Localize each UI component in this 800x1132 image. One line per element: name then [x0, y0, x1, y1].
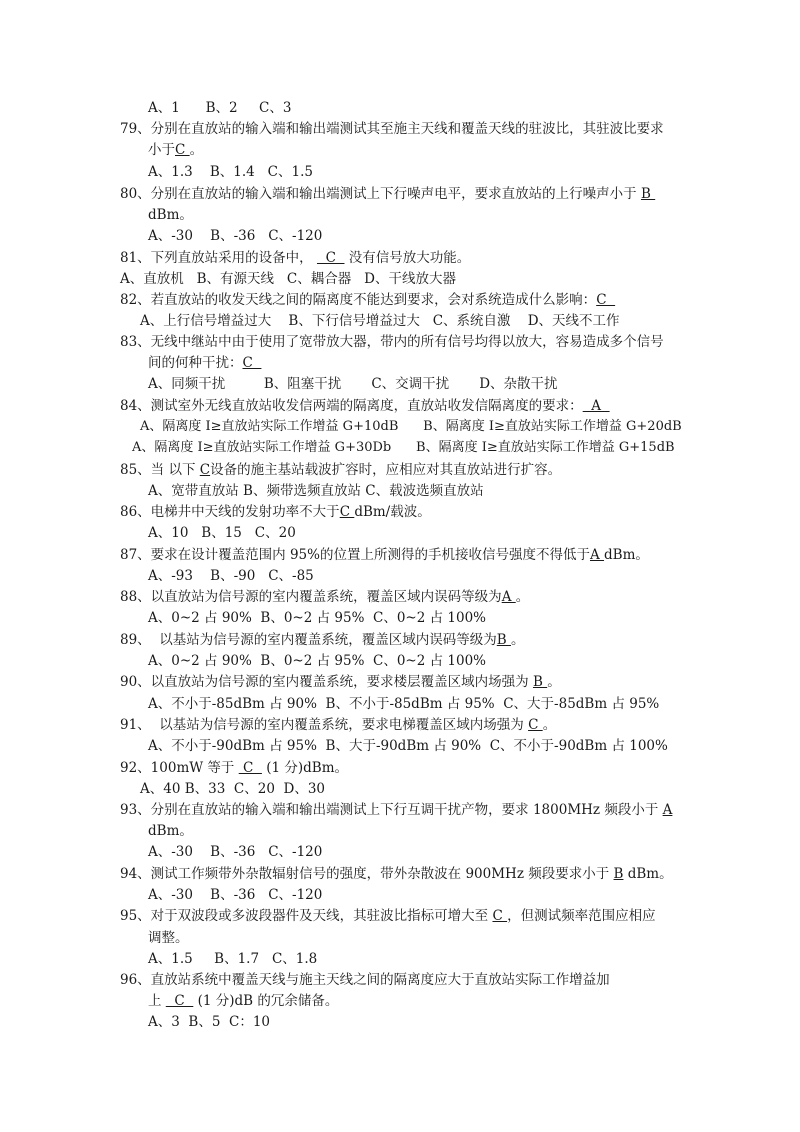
answer-blank: A — [501, 589, 516, 605]
answer-blank: C — [528, 717, 543, 733]
question-91: 91、 以基站为信号源的室内覆盖系统，要求电梯覆盖区域内场强为 C 。 — [120, 717, 557, 733]
question-83: 83、无线中继站中由于使用了宽带放大器，带内的所有信号均得以放大，容易造成多个信号 — [120, 334, 664, 350]
option-line: A、不小于-90dBm 占 95% B、大于-90dBm 占 90% C、不小于-90dBm 占 100% — [148, 738, 668, 754]
question-89: 89、 以基站为信号源的室内覆盖系统，覆盖区域内误码等级为B 。 — [120, 632, 525, 648]
option-line: A、1 B、2 C、3 — [148, 100, 292, 116]
answer-blank: A — [582, 398, 610, 414]
answer-blank: A — [662, 802, 673, 818]
answer-blank: C — [242, 355, 262, 371]
answer-blank: B — [532, 674, 548, 690]
question-92: 92、100mW 等于 C (1 分)dBm。 — [120, 760, 348, 776]
question-line: 间的何种干扰：C — [148, 355, 262, 371]
option-line: A、-93 B、-90 C、-85 — [148, 568, 314, 584]
question-81: 81、下列直放站采用的设备中， C 没有信号放大功能。 — [120, 250, 471, 266]
question-96: 96、直放站系统中覆盖天线与施主天线之间的隔离度应大于直放站实际工作增益加 — [120, 972, 610, 988]
question-87: 87、要求在设计覆盖范围内 95%的位置上所测得的手机接收信号强度不得低于A dBm。 — [120, 547, 649, 563]
answer-blank: C — [175, 142, 190, 158]
option-line: A、3 B、5 C：10 — [148, 1014, 271, 1030]
option-line: A、10 B、15 C、20 — [148, 525, 296, 541]
answer-blank: B — [496, 632, 511, 648]
answer-blank: C — [492, 908, 508, 924]
answer-blank: C — [596, 292, 616, 308]
question-86: 86、电梯井中天线的发射功率不大于C dBm/载波。 — [120, 504, 431, 520]
answer-blank: B — [613, 866, 624, 882]
answer-blank: C — [339, 504, 355, 520]
option-line: A、不小于-85dBm 占 90% B、不小于-85dBm 占 95% C、大于-85dBm 占 95% — [148, 696, 660, 712]
question-93: 93、分别在直放站的输入端和输出端测试上下行互调干扰产物，要求 1800MHz 频段小于 A — [120, 802, 673, 818]
option-line: A、1.5 B、1.7 C、1.8 — [148, 951, 318, 967]
answer-blank: C — [199, 462, 211, 478]
option-line: A、直放机 B、有源天线 C、耦合器 D、干线放大器 — [120, 271, 456, 287]
question-84: 84、测试室外无线直放站收发信两端的隔离度，直放站收发信隔离度的要求： A — [120, 398, 610, 414]
question-95: 95、对于双波段或多波段器件及天线，其驻波比指标可增大至 C ，但测试频率范围应相应 — [120, 908, 656, 924]
option-line: A、-30 B、-36 C、-120 — [148, 844, 323, 860]
option-line: A、0~2 占 90% B、0~2 占 95% C、0~2 占 100% — [148, 653, 486, 669]
question-80: 80、分别在直放站的输入端和输出端测试上下行噪声电平，要求直放站的上行噪声小于 B — [120, 186, 656, 202]
question-line: 小于C 。 — [148, 142, 204, 158]
answer-blank: C — [165, 993, 194, 1009]
option-line: A、隔离度 I≥直放站实际工作增益 G+30Db B、隔离度 I≥直放站实际工作增益 G+15dB — [132, 440, 675, 455]
option-line: A、宽带直放站 B、频带选频直放站 C、载波选频直放站 — [148, 483, 484, 499]
option-line: A、隔离度 I≥直放站实际工作增益 G+10dB B、隔离度 I≥直放站实际工作增益 G+20dB — [140, 419, 682, 434]
question-line: 调整。 — [148, 930, 189, 946]
question-79: 79、分别在直放站的输入端和输出端测试其至施主天线和覆盖天线的驻波比，其驻波比要求 — [120, 121, 664, 137]
answer-blank: C — [316, 250, 345, 266]
option-line: A、同频干扰 B、阻塞干扰 C、交调干扰 D、杂散干扰 — [148, 376, 558, 392]
option-line: A、40 B、33 C、20 D、30 — [140, 781, 325, 797]
question-94: 94、测试工作频带外杂散辐射信号的强度，带外杂散波在 900MHz 频段要求小于 B dBm。 — [120, 866, 673, 882]
answer-blank: A — [589, 547, 605, 563]
option-line: A、上行信号增益过大 B、下行信号增益过大 C、系统自激 D、天线不工作 — [140, 313, 620, 329]
question-line: 上 C (1 分)dB 的冗余储备。 — [148, 993, 339, 1009]
option-line: A、-30 B、-36 C、-120 — [148, 228, 323, 244]
option-line: A、-30 B、-36 C、-120 — [148, 887, 323, 903]
option-line: A、1.3 B、1.4 C、1.5 — [148, 164, 313, 180]
question-82: 82、若直放站的收发天线之间的隔离度不能达到要求，会对系统造成什么影响：C — [120, 292, 616, 308]
option-line: A、0~2 占 90% B、0~2 占 95% C、0~2 占 100% — [148, 610, 486, 626]
question-90: 90、以直放站为信号源的室内覆盖系统，要求楼层覆盖区域内场强为 B 。 — [120, 674, 561, 690]
question-88: 88、以直放站为信号源的室内覆盖系统，覆盖区域内误码等级为A 。 — [120, 589, 530, 605]
question-line: dBm。 — [148, 823, 193, 839]
question-85: 85、当 以下 C设备的施主基站载波扩容时，应相应对其直放站进行扩容。 — [120, 462, 562, 478]
question-line: dBm。 — [148, 207, 193, 223]
answer-blank: C — [238, 760, 262, 776]
answer-blank: B — [640, 186, 656, 202]
